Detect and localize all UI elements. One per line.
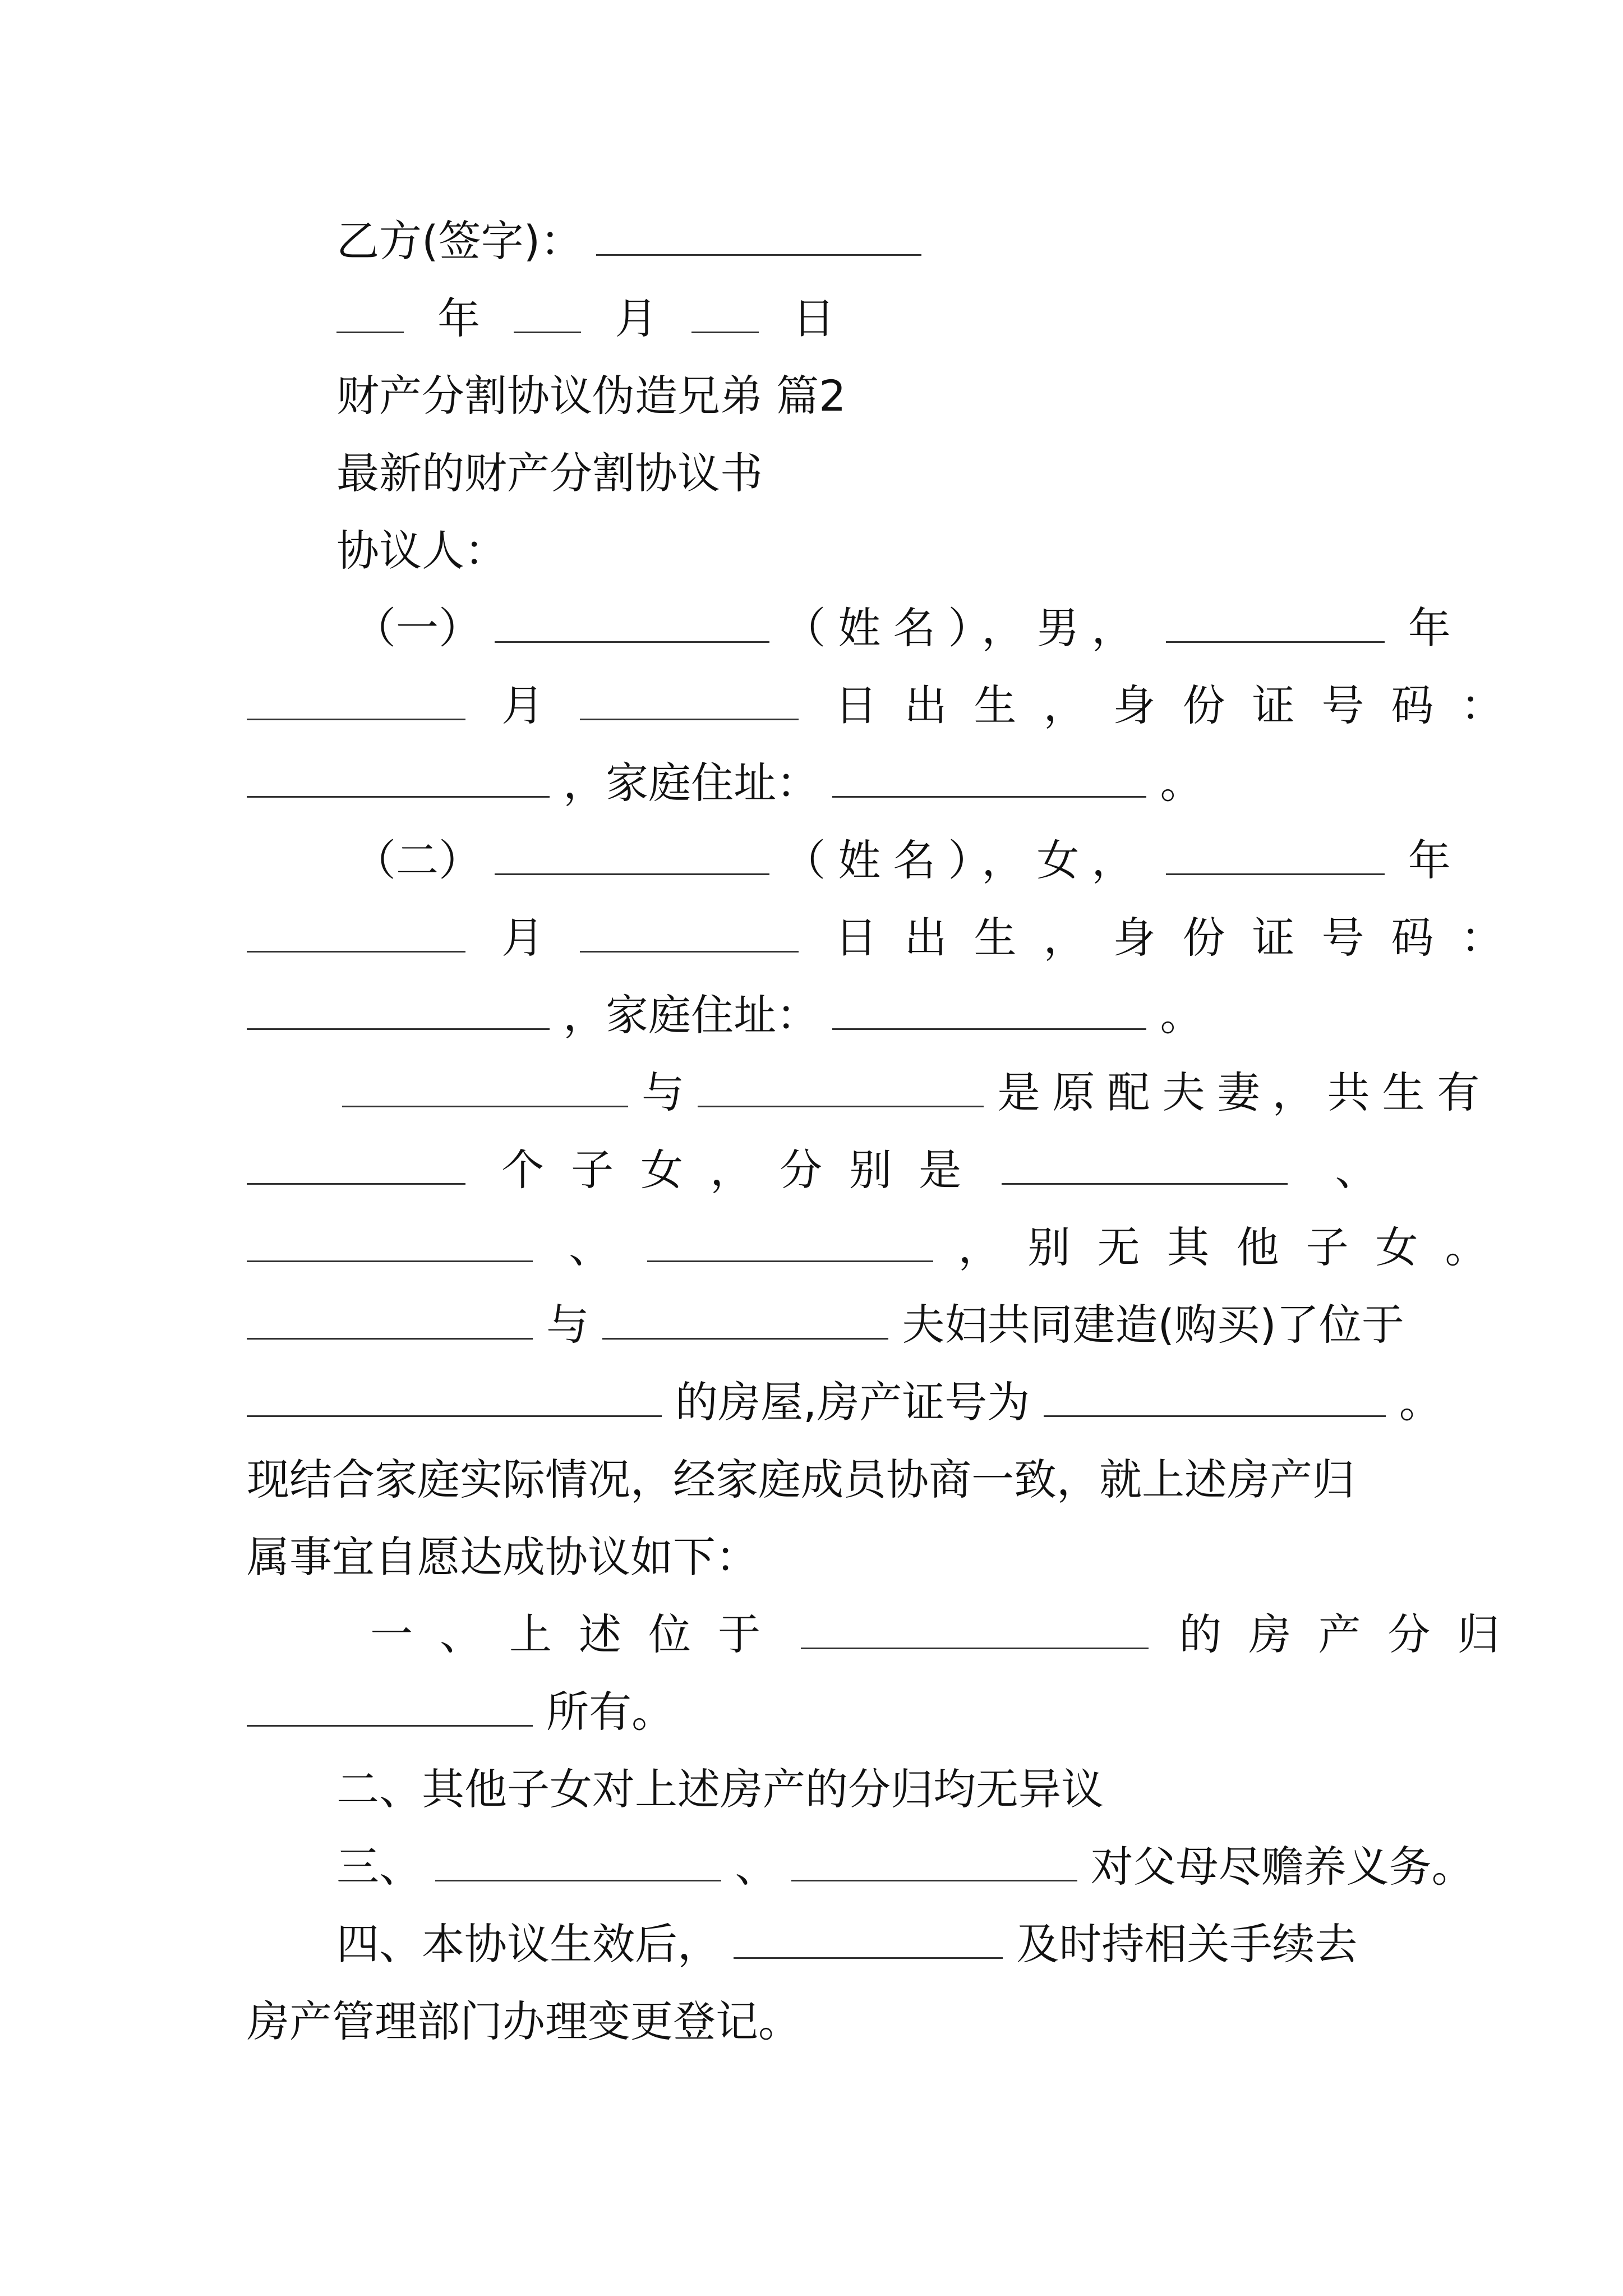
party1-year-label: 年 <box>1408 603 1451 653</box>
party1-address-label: ，家庭住址： <box>563 758 819 808</box>
clause4-suffix: 及时持相关手续去 <box>1016 1919 1358 1969</box>
party1-birth-label: 日出生，身份证号码： <box>834 680 1530 730</box>
party2-line1 <box>353 827 1492 894</box>
party1-line3 <box>247 749 1385 817</box>
clause1-location-blank <box>801 1608 1149 1649</box>
body-and: 与 <box>642 1068 685 1117</box>
party2-address-blank <box>832 989 1146 1030</box>
party2-name-blank <box>495 834 769 875</box>
child1-blank <box>1002 1144 1288 1185</box>
signature-blank <box>596 215 921 256</box>
year-blank <box>336 292 404 333</box>
party1-name-label: （姓名），男， <box>783 603 1147 653</box>
party2-line2 <box>247 904 1530 972</box>
child2-blank <box>247 1221 533 1262</box>
clause1-owner: 所有。 <box>546 1687 675 1737</box>
clause2: 二、其他子女对上述房产的分归均无异议 <box>336 1764 1104 1814</box>
party2-line3 <box>247 982 1385 1049</box>
body-line1 <box>342 1059 1492 1126</box>
signature-line <box>336 208 1475 275</box>
wife-blank <box>698 1066 984 1107</box>
clause1-line1 <box>370 1601 1527 1668</box>
date-line <box>336 285 1475 352</box>
party1-name-blank <box>495 602 769 643</box>
party2-id-blank <box>247 989 550 1030</box>
body-married: 是原配夫妻，共生有 <box>997 1068 1492 1117</box>
clause3-prefix: 三、 <box>336 1842 422 1892</box>
party2-birth-label: 日出生，身份证号码： <box>834 913 1530 963</box>
body-sep2: 、 <box>569 1222 612 1272</box>
clause4-prefix: 四、本协议生效后， <box>336 1919 720 1969</box>
body-line2 <box>247 1137 1385 1204</box>
clause1-suffix: 的房产分归 <box>1179 1609 1527 1659</box>
clause4-line1 <box>336 1911 1475 1978</box>
body-line3 <box>247 1214 1515 1281</box>
clause4-person-blank <box>734 1918 1003 1959</box>
clause4-line2: 房产管理部门办理变更登记。 <box>247 1996 801 2046</box>
owner1-blank <box>247 1299 533 1340</box>
body-built: 夫妇共同建造(购买)了位于 <box>902 1300 1404 1350</box>
month-blank <box>514 292 581 333</box>
children-count-blank <box>247 1144 465 1185</box>
owner2-blank <box>602 1299 888 1340</box>
party2-day-blank <box>580 912 799 953</box>
party1-month-label: 月 <box>501 680 545 730</box>
husband-blank <box>342 1066 628 1107</box>
party2-year-label: 年 <box>1408 835 1451 885</box>
party2-month-blank <box>247 912 465 953</box>
body-no-other: ，别无其他子女。 <box>958 1222 1515 1272</box>
party2-year-blank <box>1166 834 1385 875</box>
house-location-blank <box>247 1376 662 1417</box>
party2-end: 。 <box>1160 990 1203 1040</box>
clause3-child2-blank <box>791 1841 1077 1881</box>
party2-name-label: （姓名），女， <box>783 835 1147 885</box>
clause1-prefix: 一、上述位于 <box>370 1609 787 1659</box>
party1-day-blank <box>580 679 799 720</box>
party1-year-blank <box>1166 602 1385 643</box>
party1-address-blank <box>832 757 1146 798</box>
party1-id-blank <box>247 757 550 798</box>
document-title: 最新的财产分割协议书 <box>336 448 763 498</box>
day-label: 日 <box>792 293 835 343</box>
clause3-child1-blank <box>435 1841 721 1881</box>
month-label: 月 <box>615 293 658 343</box>
clause3 <box>336 1833 1475 1901</box>
day-blank <box>691 292 759 333</box>
party1-month-blank <box>247 679 465 720</box>
body-end: 。 <box>1399 1377 1442 1427</box>
clause3-suffix: 对父母尽赡养义务。 <box>1090 1842 1474 1892</box>
party2-number: （二） <box>353 835 481 885</box>
body-line7: 属事宜自愿达成协议如下： <box>247 1532 758 1582</box>
clause3-sep: 、 <box>735 1842 778 1892</box>
signature-label: 乙方(签字)： <box>336 216 583 266</box>
clause1-owner-blank <box>247 1686 533 1727</box>
party2-month-label: 月 <box>501 913 545 963</box>
child3-blank <box>647 1221 933 1262</box>
house-cert-blank <box>1044 1376 1386 1417</box>
body-line5 <box>247 1369 1442 1436</box>
section-heading: 财产分割协议伪造兄弟 篇2 <box>336 371 846 421</box>
party2-address-label: ，家庭住址： <box>563 990 819 1040</box>
parties-label: 协议人： <box>336 526 507 576</box>
body-and2: 与 <box>546 1300 589 1350</box>
clause1-line2 <box>247 1678 1385 1746</box>
body-children: 个子女，分别是 <box>501 1145 989 1195</box>
body-line4 <box>247 1291 1404 1359</box>
party1-line1 <box>353 595 1492 662</box>
body-sep1: 、 <box>1335 1145 1378 1195</box>
party1-number: （一） <box>353 603 481 653</box>
party1-line2 <box>247 672 1530 739</box>
body-line6: 现结合家庭实际情况，经家庭成员协商一致，就上述房产归 <box>247 1455 1355 1504</box>
party1-end: 。 <box>1160 758 1203 808</box>
year-label: 年 <box>437 293 481 343</box>
body-house: 的房屋,房产证号为 <box>675 1377 1030 1427</box>
